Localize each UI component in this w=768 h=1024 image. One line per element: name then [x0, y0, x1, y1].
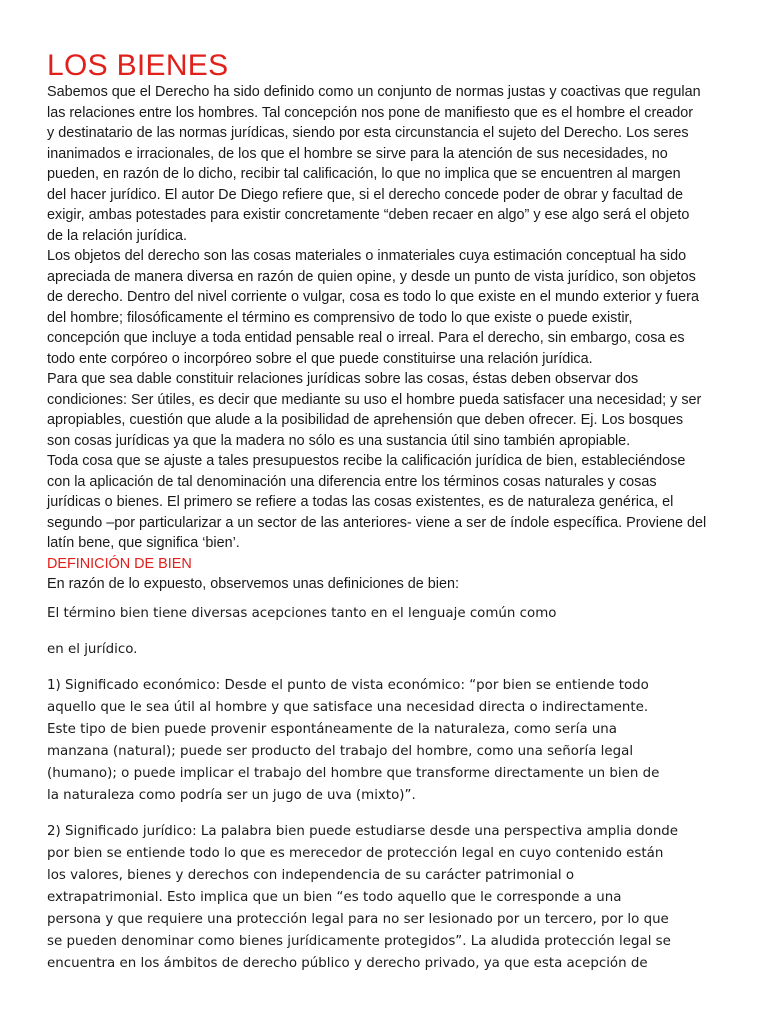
paragraph-economic-meaning: [47, 675, 757, 807]
text-line: persona y que requiere una protección legal para no ser lesionado por un tercero, por lo que: [47, 912, 669, 927]
text-line: manzana (natural); puede ser producto del trabajo del hombre, como una señoría legal: [47, 744, 634, 759]
paragraph-objects: [47, 246, 757, 369]
text-line: de la relación jurídica.: [47, 227, 187, 244]
definitions-section: [47, 603, 757, 989]
text-line: El término bien tiene diversas acepciones tanto en el lenguaje común como: [47, 606, 557, 621]
text-line: segundo –por particularizar a un sector de las anteriores- viene a ser de índole específica. Proviene del: [47, 514, 707, 531]
text-line: se pueden denominar como bienes jurídicamente protegidos”. La aludida protección legal se: [47, 934, 671, 949]
text-line: por bien se entiende todo lo que es merecedor de protección legal en cuyo contenido están: [47, 846, 664, 861]
text-line: En razón de lo expuesto, observemos unas definiciones de bien:: [47, 576, 459, 592]
text-line: concepción que incluye a toda entidad pensable real o irreal. Para el derecho, sin embargo, cosa es: [47, 330, 685, 346]
text-line: 1) Significado económico: Desde el punto de vista económico: “por bien se entiende todo: [47, 678, 649, 693]
paragraph-qualification: [47, 451, 757, 554]
text-line: Los objetos del derecho son las cosas materiales o inmateriales cuya estimación conceptual ha sido: [47, 248, 687, 264]
text-line: exigir, ambas potestades para existir concretamente “deben recaer en algo” y ese algo será el objeto: [47, 207, 690, 223]
text-line: inanimados e irracionales, de los que el hombre se sirve para la atención de sus necesidades, no: [47, 145, 668, 162]
text-line: del hombre; filosóficamente el término es comprensivo de todo lo que existe o puede existir,: [47, 309, 633, 326]
text-line: son cosas jurídicas ya que la madera no sólo es una sustancia útil sino también apropiable.: [47, 432, 631, 449]
text-line: jurídicas o bienes. El primero se refiere a todas las cosas existentes, es de naturaleza genérica, el: [47, 494, 674, 510]
text-line: latín bene, que significa ‘bien’.: [47, 535, 240, 551]
body-text-section: [47, 82, 757, 595]
text-line: los valores, bienes y derechos con independencia de su carácter patrimonial o: [47, 868, 575, 883]
text-line: 2) Significado jurídico: La palabra bien puede estudiarse desde una perspectiva amplia donde: [47, 824, 679, 839]
text-line: apropiables, cuestión que alude a la posibilidad de aprehensión que deben ofrecer. Ej. Los bosques: [47, 412, 684, 428]
text-line: apreciada de manera diversa en razón de quien opine, y desde un punto de vista jurídico, son objetos: [47, 268, 696, 285]
text-line: encuentra en los ámbitos de derecho público y derecho privado, ya que esta acepción de: [47, 956, 648, 971]
text-line: de derecho. Dentro del nivel corriente o vulgar, cosa es todo lo que existe en el mundo exterior y fuera: [47, 289, 699, 305]
text-line: todo ente corpóreo o incorpóreo sobre el que puede constituirse una relación jurídica.: [47, 350, 593, 367]
text-line: en el jurídico.: [47, 642, 138, 657]
text-line: y destinatario de las normas jurídicas, siendo por esta circunstancia el sujeto del Derecho. Los seres: [47, 125, 689, 141]
text-line: Toda cosa que se ajuste a tales presupuestos recibe la calificación jurídica de bien, estableciéndose: [47, 453, 686, 469]
paragraph-section-intro: [47, 574, 757, 595]
text-line: pueden, en razón de lo dicho, recibir tal calificación, lo que no implica que se encuentren al margen: [47, 166, 681, 182]
text-line: (humano); o puede implicar el trabajo del hombre que transforme directamente un bien de: [47, 766, 660, 781]
paragraph-legal-meaning: [47, 821, 757, 975]
section-heading: DEFINICIÓN DE BIEN: [47, 555, 192, 572]
paragraph-term-continuation: [47, 639, 757, 661]
paragraph-term: [47, 603, 757, 625]
text-line: Para que sea dable constituir relaciones jurídicas sobre las cosas, éstas deben observar dos: [47, 371, 639, 387]
spacer: [47, 625, 757, 639]
text-line: aquello que le sea útil al hombre y que satisface una necesidad directa o indirectamente.: [47, 700, 649, 715]
document-title: LOS BIENES: [47, 49, 229, 82]
text-line: Sabemos que el Derecho ha sido definido como un conjunto de normas justas y coactivas que regulan: [47, 84, 701, 100]
paragraph-conditions: [47, 369, 757, 451]
text-line: con la aplicación de tal denominación una diferencia entre los términos cosas naturales y cosas: [47, 473, 657, 490]
paragraph-intro: [47, 82, 757, 246]
text-line: condiciones: Ser útiles, es decir que mediante su uso el hombre pueda satisfacer una necesidad; y ser: [47, 391, 702, 408]
text-line: Este tipo de bien puede provenir espontáneamente de la naturaleza, como sería una: [47, 722, 618, 737]
text-line: la naturaleza como podría ser un jugo de uva (mixto)”.: [47, 788, 416, 803]
text-line: extrapatrimonial. Esto implica que un bien “es todo aquello que le corresponde a una: [47, 890, 622, 905]
text-line: las relaciones entre los hombres. Tal concepción nos pone de manifiesto que es el hombre el creador: [47, 104, 694, 121]
text-line: del hacer jurídico. El autor De Diego refiere que, si el derecho concede poder de obrar y facultad de: [47, 186, 683, 203]
